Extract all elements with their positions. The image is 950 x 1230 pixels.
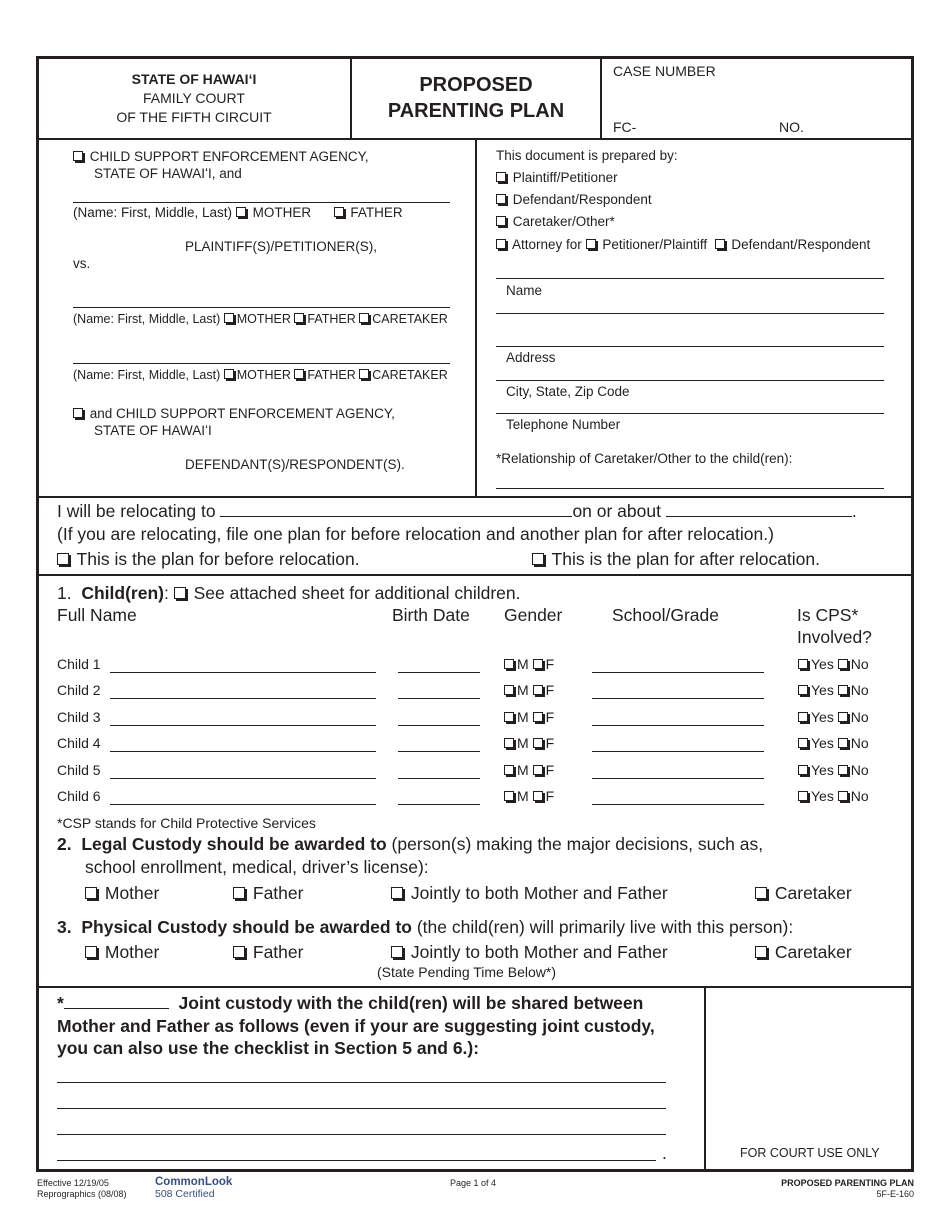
joint-line-4[interactable] [57,1160,656,1161]
col-birth-date: Birth Date [392,605,470,625]
checkbox-icon[interactable] [532,553,544,565]
checkbox-icon[interactable] [294,369,304,379]
checkbox-icon[interactable] [838,738,848,748]
cps-no-label: No [850,788,869,804]
col-gender: Gender [504,605,563,625]
mother-label: MOTHER [236,368,291,382]
relocation-destination-input[interactable] [220,515,572,517]
relocation-date-input[interactable] [666,515,852,517]
child-birth-input[interactable] [398,672,480,673]
child-birth-input[interactable] [398,725,480,726]
children-heading-label: Child(ren) [81,583,164,603]
child-birth-input[interactable] [398,698,480,699]
gender-f-label: F [545,709,555,725]
checkbox-icon[interactable] [533,659,543,669]
cps-no-label: No [850,762,869,778]
legal-father-label: Father [252,883,304,903]
child-label: Child 6 [57,788,101,804]
preparer-phone-line[interactable] [496,413,884,414]
checkbox-icon[interactable] [504,685,514,695]
joint-end-period: . [662,1143,667,1163]
joint-line-1[interactable] [57,1082,666,1083]
checkbox-icon[interactable] [715,239,725,249]
joint-custody-line2: Mother and Father as follows (even if your are suggesting joint custody, [57,1016,655,1036]
child-school-input[interactable] [592,751,764,752]
physical-mother-label: Mother [104,942,160,962]
case-number-input[interactable] [640,118,770,134]
page-number: Page 1 of 4 [450,1178,497,1188]
cps-options [798,762,869,778]
attached-sheet-label: See attached sheet for additional children. [193,583,521,603]
relationship-line[interactable] [496,488,884,489]
caretaker-label: CARETAKER [372,368,448,382]
court-name: FAMILY COURT [143,90,245,106]
child-name-input[interactable] [110,698,376,699]
checkbox-icon[interactable] [838,712,848,722]
physical-jointly-option[interactable] [391,942,668,963]
physical-caretaker-option[interactable] [755,942,852,963]
physical-caretaker-label: Caretaker [774,942,852,962]
gender-options [504,762,554,778]
checkbox-icon[interactable] [755,946,767,958]
relocation-before-label: This is the plan for before relocation. [76,549,360,569]
cps-options [798,709,869,725]
mother-label: MOTHER [252,205,312,220]
checkbox-icon[interactable] [391,946,403,958]
joint-custody-line3: you can also use the checklist in Section 5 and 6.): [57,1038,480,1058]
children-heading-colon: : [163,583,169,603]
cps-no-label: No [850,735,869,751]
father-label: FATHER [350,205,403,220]
checkbox-icon[interactable] [294,313,304,323]
checkbox-icon[interactable] [233,887,245,899]
csea-plaintiff-line1: CHILD SUPPORT ENFORCEMENT AGENCY, [89,149,369,164]
child-label: Child 4 [57,735,101,751]
col-school-grade: School/Grade [612,605,720,625]
gender-f-label: F [545,682,555,698]
court-circuit: OF THE FIFTH CIRCUIT [116,109,272,125]
checkbox-icon[interactable] [174,587,186,599]
child-birth-input[interactable] [398,751,480,752]
checkbox-icon[interactable] [57,553,69,565]
joint-star: * [57,993,64,1013]
checkbox-icon[interactable] [798,791,808,801]
col-cps-line1: Is CPS* [797,605,859,625]
checkbox-icon[interactable] [504,765,514,775]
no-label: NO. [779,119,804,135]
cps-yes-label: Yes [811,682,834,698]
gender-options [504,788,554,804]
child-birth-input[interactable] [398,804,480,805]
attorney-for-label: Attorney for [512,237,582,252]
defendant2-name-row [73,368,448,382]
gender-f-label: F [545,656,555,672]
csea-defendant-line2: STATE OF HAWAIʻI [94,423,212,438]
cps-no-label: No [850,709,869,725]
preparer-phone-label: Telephone Number [506,417,621,432]
cps-yes-label: Yes [811,735,834,751]
court-use-divider [704,987,706,1172]
footer-form-code: 5F-E-160 [876,1189,914,1199]
child-school-input[interactable] [592,778,764,779]
footer-form-title: PROPOSED PARENTING PLAN [781,1178,914,1188]
preparer-attorney-row [496,237,870,252]
child-school-input[interactable] [592,725,764,726]
physical-father-option[interactable] [233,942,303,963]
gender-m-label: M [517,682,529,698]
children-heading [57,583,521,604]
physical-father-label: Father [252,942,304,962]
child-name-input[interactable] [110,672,376,673]
cps-no-label: No [850,656,869,672]
legal-father-option[interactable] [233,883,303,904]
header-col-divider-1 [350,56,352,139]
joint-line-2[interactable] [57,1108,666,1109]
gender-m-label: M [517,735,529,751]
checkbox-icon[interactable] [504,659,514,669]
gender-f-label: F [545,762,555,778]
cps-options [798,682,869,698]
gender-m-label: M [517,656,529,672]
mother-label: MOTHER [236,312,291,326]
csea-defendant-option[interactable] [73,406,395,421]
custody-divider [36,986,914,988]
cps-yes-label: Yes [811,788,834,804]
father-label: FATHER [307,312,356,326]
court-use-label: FOR COURT USE ONLY [740,1146,880,1160]
cps-options [798,735,869,751]
legal-mother-option[interactable] [85,883,159,904]
preparer-name-label: Name [506,283,543,298]
cps-yes-label: Yes [811,656,834,672]
checkbox-icon[interactable] [496,216,506,226]
csea-plaintiff-line2: STATE OF HAWAIʻI, and [94,166,242,181]
checkbox-icon[interactable] [504,791,514,801]
name-label: (Name: First, Middle, Last) [73,205,233,220]
preparer-line-2[interactable] [496,313,884,314]
gender-options [504,682,554,698]
defendants-label: DEFENDANT(S)/RESPONDENT(S). [185,457,405,472]
checkbox-icon[interactable] [798,659,808,669]
caretaker-label: CARETAKER [372,312,448,326]
csea-plaintiff-option[interactable] [73,149,369,164]
legal-jointly-label: Jointly to both Mother and Father [410,883,668,903]
preparer-defendant-label: Defendant/Respondent [512,192,652,207]
gender-m-label: M [517,762,529,778]
section-number: 1. [57,583,72,603]
on-or-about-label: on or about [572,501,661,521]
relationship-label: *Relationship of Caretaker/Other to the child(ren): [496,451,793,466]
attorney-petitioner-label: Petitioner/Plaintiff [602,237,708,252]
checkbox-icon[interactable] [798,738,808,748]
checkbox-icon[interactable] [755,887,767,899]
cps-no-label: No [850,682,869,698]
gender-options [504,735,554,751]
checkbox-icon[interactable] [73,151,83,161]
name-label: (Name: First, Middle, Last) [73,312,221,326]
checkbox-icon[interactable] [85,946,97,958]
checkbox-icon[interactable] [496,239,506,249]
child-label: Child 3 [57,709,101,725]
relocation-line1 [57,501,857,522]
preparer-plaintiff-label: Plaintiff/Petitioner [512,170,618,185]
relocation-after-label: This is the plan for after relocation. [551,549,821,569]
checkbox-icon[interactable] [496,194,506,204]
csea-defendant-line1: and CHILD SUPPORT ENFORCEMENT AGENCY, [89,406,395,421]
child-name-input[interactable] [110,751,376,752]
cps-yes-label: Yes [811,709,834,725]
form-title-line2: PARENTING PLAN [387,100,565,122]
checkbox-icon[interactable] [533,791,543,801]
gender-f-label: F [545,735,555,751]
plaintiff-name-row [73,205,403,220]
legal-custody-desc: (person(s) making the major decisions, such as, [391,834,764,854]
case-number-label: CASE NUMBER [613,63,716,79]
checkbox-icon[interactable] [533,738,543,748]
checkbox-icon[interactable] [586,239,596,249]
gender-f-label: F [545,788,555,804]
state-pending-note: (State Pending Time Below*) [377,964,556,980]
legal-custody-label: Legal Custody should be awarded to [81,834,387,854]
preparer-caretaker-option[interactable] [496,214,615,229]
checkbox-icon[interactable] [838,659,848,669]
child-label: Child 5 [57,762,101,778]
child-name-input[interactable] [110,725,376,726]
gender-m-label: M [517,788,529,804]
checkbox-icon[interactable] [798,765,808,775]
child-school-input[interactable] [592,804,764,805]
joint-custody-line1 [57,993,643,1014]
checkbox-icon[interactable] [496,172,506,182]
court-state: STATE OF HAWAIʻI [131,71,257,87]
section-number: 3. [57,917,72,937]
checkbox-icon[interactable] [224,313,234,323]
defendant2-name-line[interactable] [73,363,450,364]
child-birth-input[interactable] [398,778,480,779]
physical-jointly-label: Jointly to both Mother and Father [410,942,668,962]
checkbox-icon[interactable] [73,408,83,418]
preparer-city-line[interactable] [496,380,884,381]
relocation-after-option[interactable] [532,549,820,570]
checkbox-icon[interactable] [533,765,543,775]
child-name-input[interactable] [110,804,376,805]
header-col-divider-2 [600,56,602,139]
physical-custody-label: Physical Custody should be awarded to [81,917,412,937]
col-cps-line2: Involved? [797,627,872,647]
effective-date: Effective 12/19/05 [37,1178,109,1188]
relocating-to-label: I will be relocating to [57,501,216,521]
joint-custody-input[interactable] [64,1007,169,1009]
legal-custody-desc-line2: school enrollment, medical, driver’s license): [85,857,429,877]
section-number: 2. [57,834,72,854]
cps-options [798,788,869,804]
defendant1-name-row [73,312,448,326]
checkbox-icon[interactable] [798,685,808,695]
legal-jointly-option[interactable] [391,883,668,904]
checkbox-icon[interactable] [838,685,848,695]
attorney-defendant-label: Defendant/Respondent [731,237,871,252]
checkbox-icon[interactable] [233,946,245,958]
checkbox-icon[interactable] [359,369,369,379]
preparer-address-line[interactable] [496,346,884,347]
checkbox-icon[interactable] [236,207,246,217]
joint-custody-line1-text: Joint custody with the child(ren) will be shared between [178,993,644,1013]
gender-m-label: M [517,709,529,725]
checkbox-icon[interactable] [391,887,403,899]
form-title-line1: PROPOSED [419,74,533,96]
preparer-city-label: City, State, Zip Code [506,384,630,399]
reprographics-date: Reprographics (08/08) [37,1189,127,1199]
checkbox-icon[interactable] [533,712,543,722]
legal-custody-heading [57,834,763,855]
child-name-input[interactable] [110,778,376,779]
checkbox-icon[interactable] [838,791,848,801]
physical-mother-option[interactable] [85,942,159,963]
preparer-plaintiff-option[interactable] [496,170,618,185]
fc-label: FC- [613,119,637,135]
legal-caretaker-option[interactable] [755,883,852,904]
parties-col-divider [475,139,477,497]
preparer-defendant-option[interactable] [496,192,652,207]
gender-options [504,709,554,725]
plaintiff-name-line[interactable] [73,202,450,203]
checkbox-icon[interactable] [533,685,543,695]
physical-custody-heading [57,917,793,938]
cps-yes-label: Yes [811,762,834,778]
vs-label: vs. [73,256,91,271]
child-school-input[interactable] [592,672,764,673]
col-full-name: Full Name [57,605,137,625]
legal-caretaker-label: Caretaker [774,883,852,903]
physical-custody-desc: (the child(ren) will primarily live with this person): [416,917,794,937]
checkbox-icon[interactable] [85,887,97,899]
child-label: Child 1 [57,656,101,672]
relocation-line2: (If you are relocating, file one plan for before relocation and another plan for after relocation.) [57,524,774,544]
checkbox-icon[interactable] [504,712,514,722]
name-label: (Name: First, Middle, Last) [73,368,221,382]
preparer-caretaker-label: Caretaker/Other* [512,214,615,229]
checkbox-icon[interactable] [504,738,514,748]
father-label: FATHER [307,368,356,382]
preparer-name-line[interactable] [496,278,884,279]
preparer-address-label: Address [506,350,556,365]
defendant1-name-line[interactable] [73,307,450,308]
relocation-period: . [851,501,857,521]
relocation-divider [36,574,914,576]
checkbox-icon[interactable] [838,765,848,775]
gender-options [504,656,554,672]
child-school-input[interactable] [592,698,764,699]
checkbox-icon[interactable] [224,369,234,379]
checkbox-icon[interactable] [334,207,344,217]
commonlook-logo: CommonLook [155,1176,233,1188]
legal-mother-label: Mother [104,883,160,903]
certified-label: 508 Certified [155,1188,215,1200]
relocation-before-option[interactable] [57,549,360,570]
child-label: Child 2 [57,682,101,698]
plaintiffs-label: PLAINTIFF(S)/PETITIONER(S), [185,239,378,254]
parties-divider [36,496,914,498]
cps-options [798,656,869,672]
preparer-heading: This document is prepared by: [496,148,678,163]
cps-footnote: *CSP stands for Child Protective Services [57,815,316,831]
joint-line-3[interactable] [57,1134,666,1135]
checkbox-icon[interactable] [359,313,369,323]
checkbox-icon[interactable] [798,712,808,722]
